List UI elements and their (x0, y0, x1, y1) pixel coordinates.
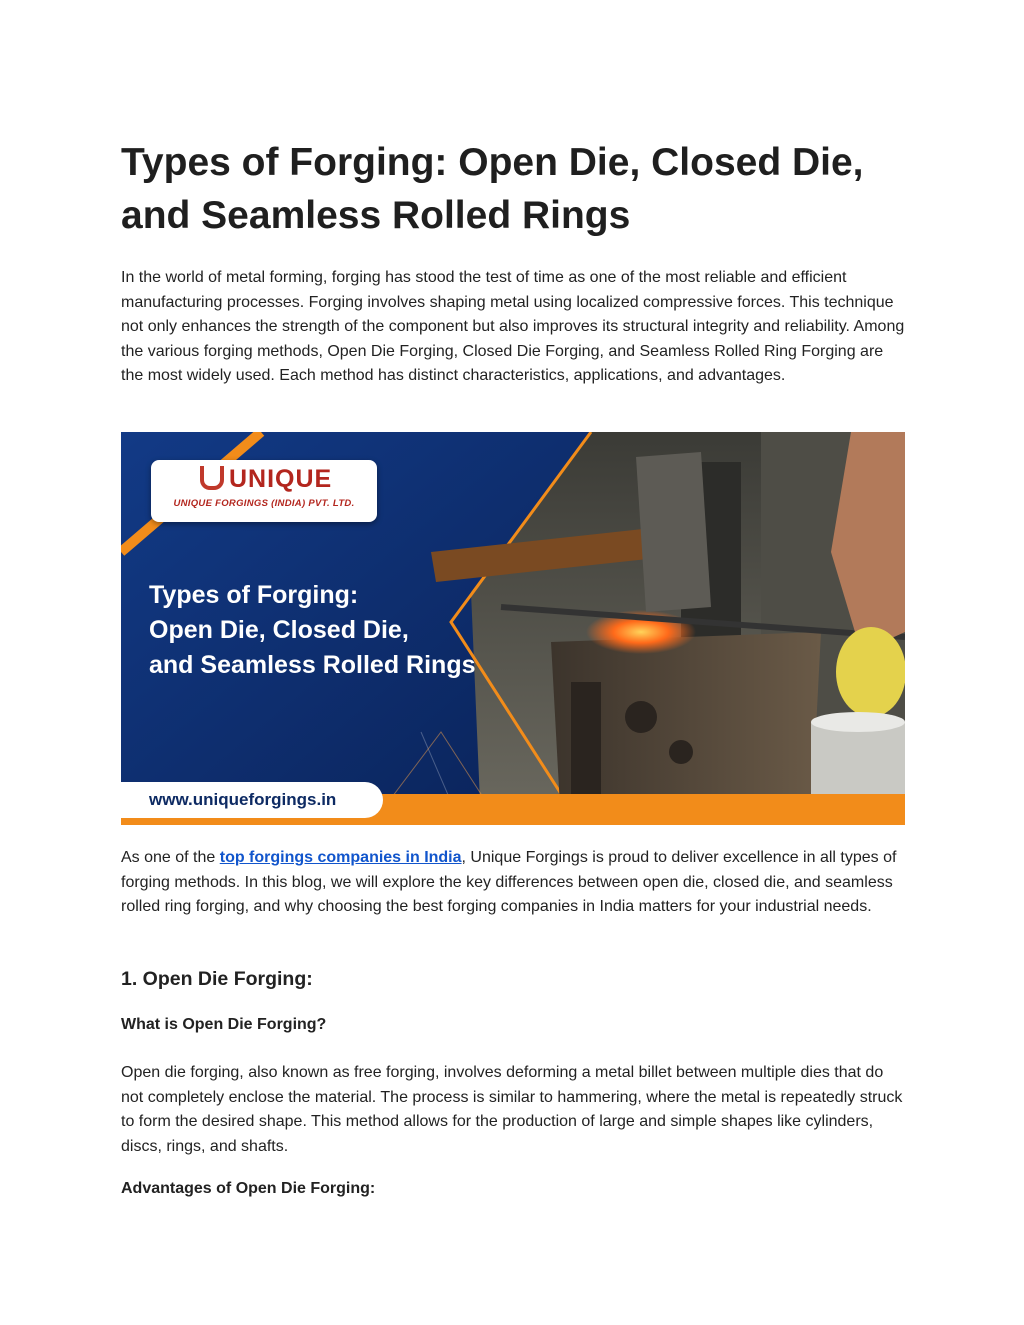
company-logo (151, 460, 377, 522)
page-title: Types of Forging: Open Die, Closed Die, and Seamless Rolled Rings (121, 141, 864, 237)
banner-url: www.uniqueforgings.in (121, 782, 383, 818)
hero-banner-image (121, 432, 905, 825)
banner-title-line: and Seamless Rolled Rings (149, 651, 476, 679)
subheading: Advantages of Open Die Forging: (121, 1180, 376, 1197)
intro-paragraph: In the world of metal forming, forging has stood the test of time as one of the most reliable and efficient manufacturing processes. Forging involves shaping metal using localized compressive forces. This technique not only enhances the strength of the component but also improves its structural integrity and reliability. Among the various forging methods, Open Die Forging, Closed Die Forging, and Seamless Rolled Ring Forging are the most widely used. Each method has distinct characteristics, applications, and advantages. (121, 269, 905, 384)
banner-title (149, 578, 569, 683)
subheading: What is Open Die Forging? (121, 1016, 327, 1033)
company-paragraph (121, 846, 905, 920)
banner-title-line: Open Die, Closed Die, (149, 616, 409, 644)
banner-title-line: Types of Forging: (149, 581, 359, 609)
section-paragraph: Open die forging, also known as free forging, involves deforming a metal billet between multiple dies that do not completely enclose the material. The process is similar to hammering, where the metal is repeatedly struck to form the desired shape. This method allows for the production of large and simple shapes like cylinders, discs, rings, and shafts. (121, 1064, 903, 1155)
section-heading: 1. Open Die Forging: (121, 968, 313, 990)
logo-wordmark: UNIQUE (229, 465, 333, 493)
top-forgings-link[interactable]: top forgings companies in India (219, 849, 462, 866)
logo-u-icon (200, 466, 224, 490)
logo-subtitle: UNIQUE FORGINGS (INDIA) PVT. LTD. (173, 498, 355, 509)
paragraph-text: , Unique Forgings is proud to deliver excellence in all types of forging methods. In this blog, we will explore the key differences between open die, closed die, and seamless rolled ring forging, and why choosing the best forging companies in India matters for your industrial needs. (121, 849, 897, 915)
paragraph-text: As one of the (121, 849, 220, 866)
